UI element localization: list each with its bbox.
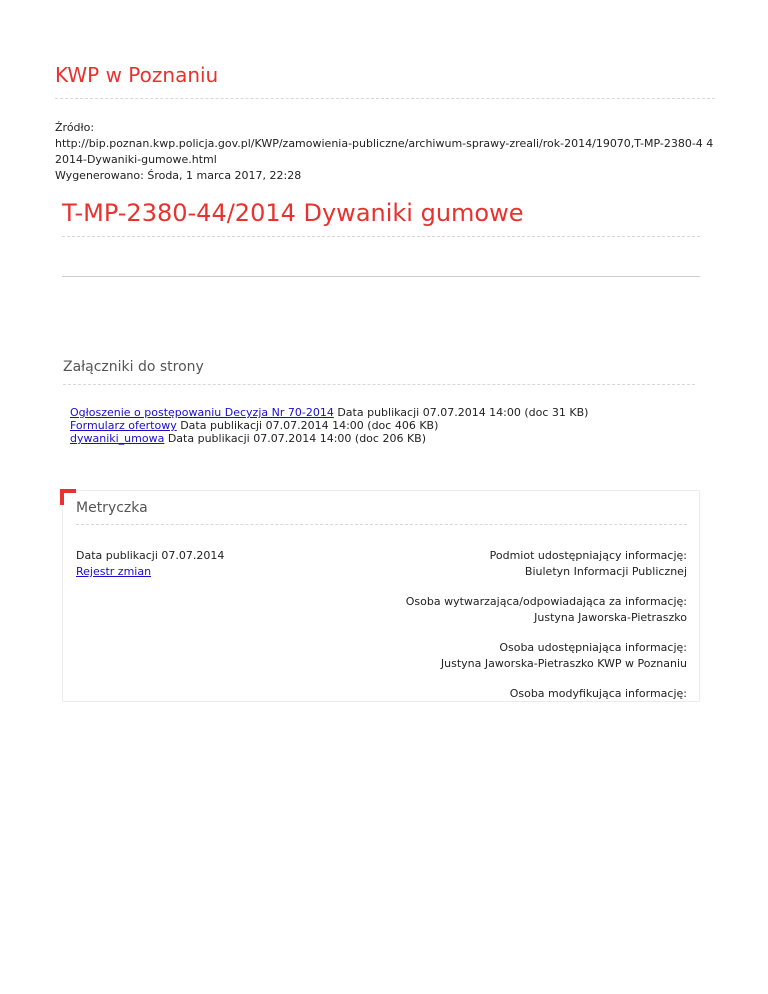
changelog-link[interactable]: Rejestr zmian — [76, 565, 152, 578]
attachment-link[interactable]: Ogłoszenie o postępowaniu Decyzja Nr 70-2014 — [70, 406, 334, 419]
attachment-link[interactable]: dywaniki_umowa — [70, 432, 165, 445]
attachment-item — [70, 419, 588, 432]
attachment-meta: Data publikacji 07.07.2014 14:00 (doc 406 KB) — [176, 419, 439, 432]
source-label: Źródło: — [55, 121, 95, 134]
generated-timestamp: Wygenerowano: Środa, 1 marca 2017, 22:28 — [55, 169, 302, 182]
attachments-heading: Załączniki do strony — [63, 359, 204, 375]
entry-label: Osoba modyfikująca informację: — [509, 687, 687, 700]
page-title-divider — [62, 236, 700, 237]
attachment-meta: Data publikacji 07.07.2014 14:00 (doc 31 KB) — [333, 406, 589, 419]
attachment-item — [70, 406, 588, 419]
entry-value: Justyna Jaworska-Pietraszko — [534, 611, 687, 624]
attachments-heading-divider — [63, 384, 695, 385]
attachment-item — [70, 432, 588, 445]
source-url: http://bip.poznan.kwp.policja.gov.pl/KWP/zamowienia-publiczne/archiwum-sprawy-zreali/rok-2014/19070,T-MP-2380-4 42014-Dywaniki-gumowe.html — [55, 137, 714, 166]
entry-value: Biuletyn Informacji Publicznej — [524, 565, 687, 578]
metryczka-heading: Metryczka — [76, 500, 148, 516]
attachment-link[interactable]: Formularz ofertowy — [70, 419, 177, 432]
entry-label: Podmiot udostępniający informację: — [489, 549, 687, 562]
publication-date: Data publikacji 07.07.2014 — [76, 549, 225, 562]
metryczka-panel — [62, 490, 700, 702]
metryczka-left — [76, 548, 224, 580]
metryczka-heading-divider — [76, 524, 687, 525]
metryczka-right — [406, 548, 687, 716]
metryczka-entry — [406, 640, 687, 672]
source-info — [55, 120, 715, 184]
entry-label: Osoba wytwarzająca/odpowiadająca za informację: — [405, 595, 687, 608]
attachment-meta: Data publikacji 07.07.2014 14:00 (doc 206 KB) — [164, 432, 426, 445]
metryczka-entry — [406, 548, 687, 580]
attachments-list — [70, 406, 588, 445]
corner-accent-icon — [60, 489, 76, 505]
metryczka-entry — [406, 594, 687, 626]
metryczka-entry — [406, 686, 687, 702]
content-divider — [62, 276, 700, 277]
site-title: KWP w Poznaniu — [55, 63, 219, 87]
entry-value: Justyna Jaworska-Pietraszko KWP w Poznaniu — [440, 657, 687, 670]
page-title: T-MP-2380-44/2014 Dywaniki gumowe — [62, 199, 524, 227]
site-title-divider — [55, 98, 715, 99]
entry-label: Osoba udostępniająca informację: — [499, 641, 687, 654]
